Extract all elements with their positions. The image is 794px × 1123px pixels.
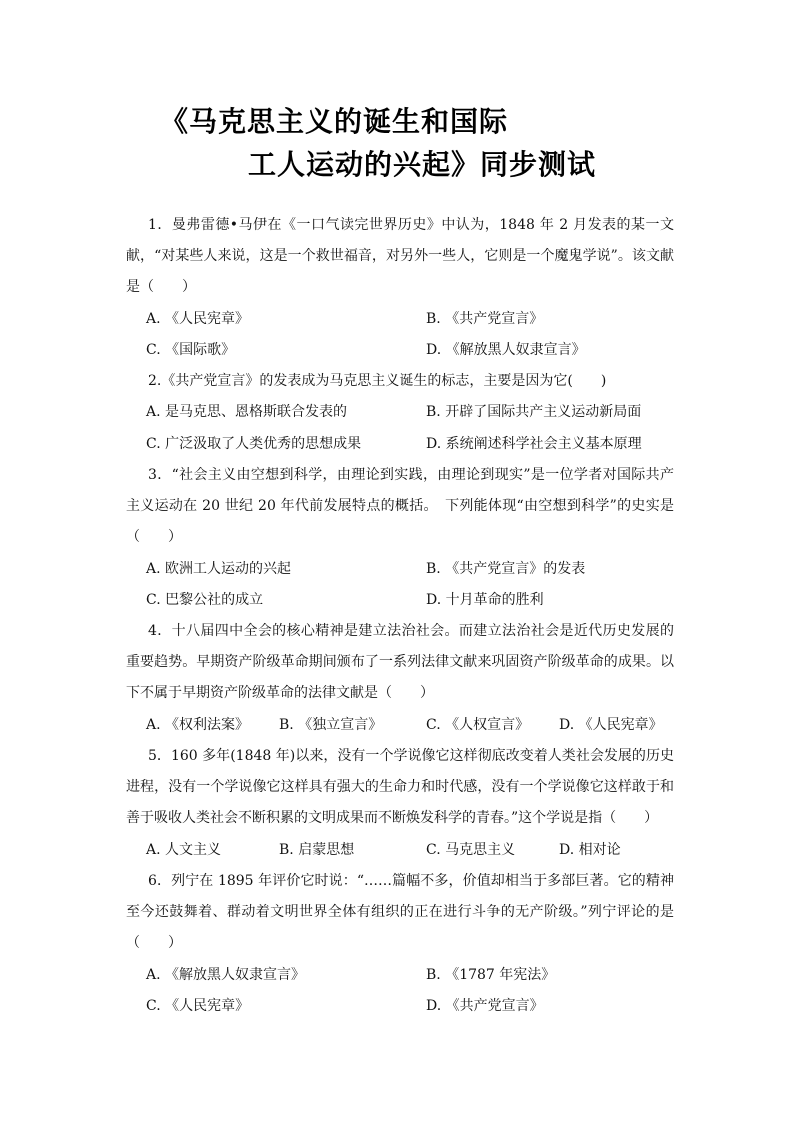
question-3-option-c: C. 巴黎公社的成立 bbox=[146, 592, 264, 608]
question-6-stem: 6．列宁在 1895 年评价它时说：“……篇幅不多，价值却相当于多部巨著。它的精神至今还鼓舞着、群动着文明世界全体有组织的正在进行斗争的无产阶级。”列宁评论的是（ ） bbox=[126, 873, 674, 951]
question-5-option-d: D. 相对论 bbox=[559, 842, 621, 858]
question-5-option-b: B. 启蒙思想 bbox=[279, 842, 355, 858]
question-2-option-d: D. 系统阐述科学社会主义基本原理 bbox=[426, 436, 642, 452]
question-3-options-row-2 bbox=[146, 585, 686, 616]
question-3-options-row-1 bbox=[146, 554, 686, 585]
question-1-option-d: D. 《解放黑人奴隶宣言》 bbox=[426, 342, 586, 358]
question-2-option-b: B. 开辟了国际共产主义运动新局面 bbox=[426, 404, 642, 420]
document-title-line-1: 《马克思主义的诞生和国际 bbox=[160, 105, 509, 138]
question-6-option-a: A. 《解放黑人奴隶宣言》 bbox=[146, 967, 306, 983]
question-5-options-row bbox=[146, 835, 686, 866]
question-6-options-row-1 bbox=[146, 960, 686, 991]
question-5-stem: 5．160 多年(1848 年)以来，没有一个学说像它这样彻底改变着人类社会发展的历史进程，没有一个学说像它这样具有强大的生命力和时代感，没有一个学说像它这样敢于和善于吸收人类社会不断积累的文明成果而不断焕发科学的青春。”这个学说是指（ ） bbox=[126, 748, 674, 826]
document-title-line-2: 工人运动的兴起》同步测试 bbox=[248, 148, 597, 181]
question-6-option-d: D. 《共产党宣言》 bbox=[426, 998, 544, 1014]
question-5-option-a: A. 人文主义 bbox=[146, 842, 222, 858]
question-1-option-a: A. 《人民宪章》 bbox=[146, 311, 250, 327]
question-2-options-row-2 bbox=[146, 429, 686, 460]
question-1-stem: 1．曼弗雷德•马伊在《一口气读完世界历史》中认为，1848 年 2 月发表的某一文献，“对某些人来说，这是一个救世福音，对另外一些人，它则是一个魔鬼学说”。该文献是（ ） bbox=[126, 217, 674, 295]
question-4-option-a: A. 《权利法案》 bbox=[146, 717, 250, 733]
question-4-options-row bbox=[146, 710, 686, 741]
question-3-stem: 3．“社会主义由空想到科学，由理论到实践，由理论到现实”是一位学者对国际共产主义运动在 20 世纪 20 年代前发展特点的概括。 下列能体现“由空想到科学”的史实是（ ） bbox=[126, 467, 674, 545]
question-2-option-c: C. 广泛汲取了人类优秀的思想成果 bbox=[146, 436, 362, 452]
question-3-option-d: D. 十月革命的胜利 bbox=[426, 592, 544, 608]
question-2-options-row-1 bbox=[146, 397, 686, 428]
question-6-option-c: C. 《人民宪章》 bbox=[146, 998, 250, 1014]
question-1-options-row-2 bbox=[146, 335, 686, 366]
question-1-option-c: C. 《国际歌》 bbox=[146, 342, 236, 358]
question-6-option-b: B. 《1787 年宪法》 bbox=[426, 967, 556, 983]
question-3-option-a: A. 欧洲工人运动的兴起 bbox=[146, 561, 292, 577]
question-2-stem: 2.《共产党宣言》的发表成为马克思主义诞生的标志，主要是因为它( ) bbox=[148, 373, 607, 389]
question-6-options-row-2 bbox=[146, 991, 686, 1022]
question-1-options-row-1 bbox=[146, 304, 686, 335]
question-5-option-c: C. 马克思主义 bbox=[426, 842, 516, 858]
question-4-stem: 4．十八届四中全会的核心精神是建立法治社会。而建立法治社会是近代历史发展的重要趋势。早期资产阶级革命期间颁布了一系列法律文献来巩固资产阶级革命的成果。以下不属于早期资产阶级革命的法律文献是（ ） bbox=[126, 623, 674, 701]
question-3-option-b: B. 《共产党宣言》的发表 bbox=[426, 561, 586, 577]
question-1-option-b: B. 《共产党宣言》 bbox=[426, 311, 544, 327]
question-4-option-b: B. 《独立宣言》 bbox=[279, 717, 383, 733]
question-2-option-a: A. 是马克思、恩格斯联合发表的 bbox=[146, 404, 348, 420]
question-4-option-d: D. 《人民宪章》 bbox=[559, 717, 663, 733]
question-4-option-c: C. 《人权宣言》 bbox=[426, 717, 530, 733]
